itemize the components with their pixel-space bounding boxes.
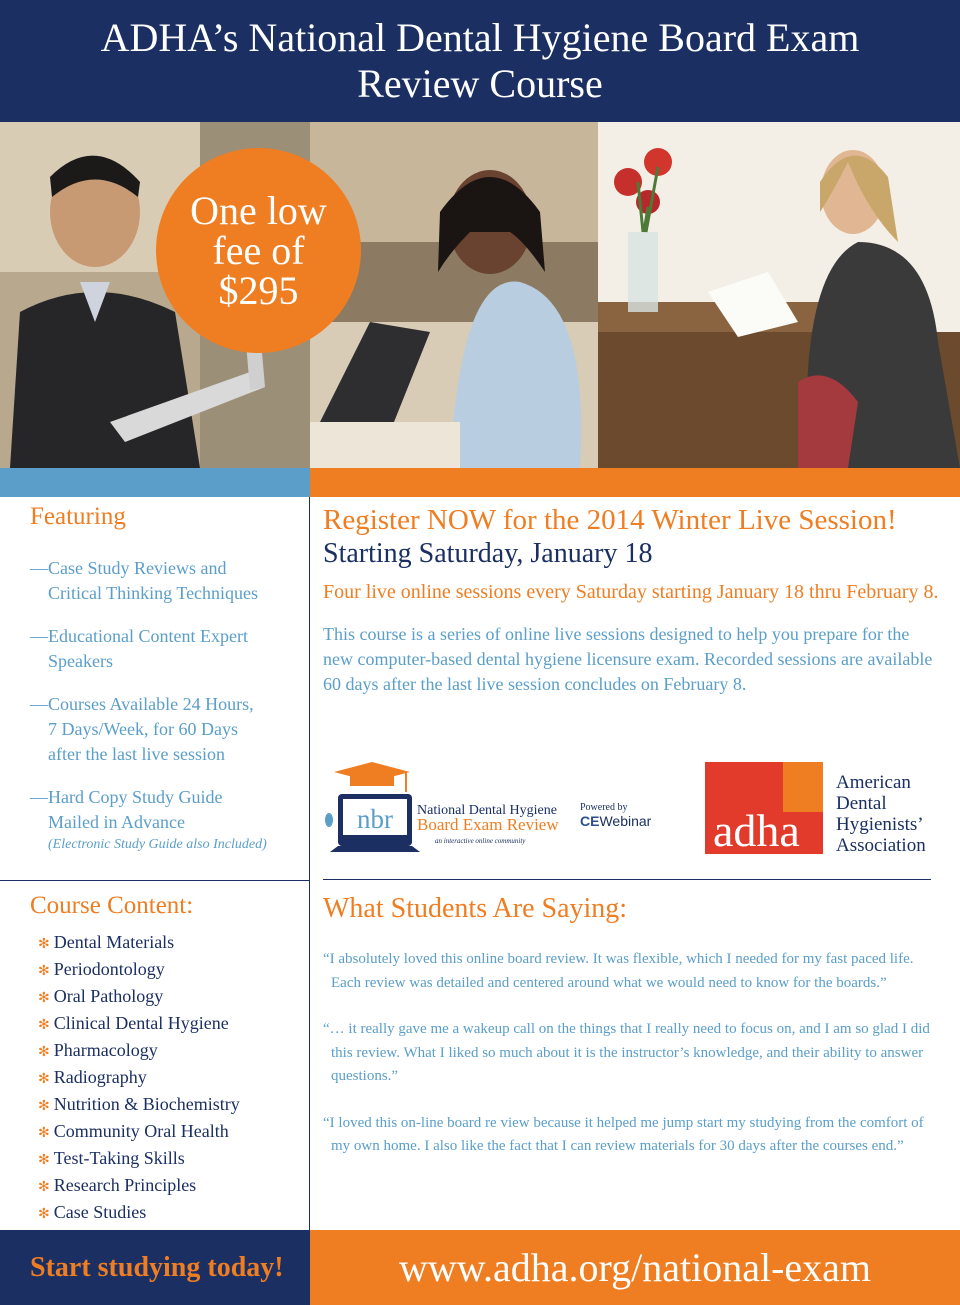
footer-url-panel bbox=[310, 1230, 960, 1305]
register-section bbox=[323, 503, 943, 697]
footer-cta: Start studying today! bbox=[30, 1251, 284, 1283]
feature-item bbox=[30, 785, 300, 855]
course-topic-label: Pharmacology bbox=[53, 1040, 158, 1060]
fee-line2: fee of bbox=[212, 227, 305, 273]
course-topic-label: Dental Materials bbox=[53, 932, 175, 952]
feature-text: —Courses Available 24 Hours, bbox=[30, 694, 254, 714]
feature-text: —Hard Copy Study Guide bbox=[30, 787, 223, 807]
feature-item bbox=[30, 692, 300, 767]
course-topic bbox=[38, 1092, 240, 1119]
course-topic-label: Research Principles bbox=[53, 1175, 197, 1195]
register-sessions: Four live online sessions every Saturday starting January 18 thru February 8. bbox=[323, 581, 939, 603]
blue-divider-bar bbox=[0, 468, 310, 497]
powered-by-label: Powered by bbox=[580, 802, 628, 813]
testimonial-quote: “I loved this on-line board re view because it helped me jump start my studying from the comfort of my own home. I also like the fact that I can review materials for 30 days after the courses end.” bbox=[323, 1114, 924, 1154]
nbr-tagline: an interactive online community bbox=[435, 837, 526, 845]
fee-badge bbox=[156, 148, 361, 353]
course-topic-label: Nutrition & Biochemistry bbox=[53, 1094, 240, 1114]
adha-name-line: Association bbox=[836, 835, 926, 856]
feature-text: —Case Study Reviews and bbox=[30, 558, 227, 578]
orange-divider-bar bbox=[310, 468, 960, 497]
logo-row bbox=[320, 760, 940, 860]
ce-mark: CE bbox=[580, 813, 600, 829]
asterisk-icon: ✻ bbox=[38, 1072, 50, 1087]
testimonial-quote: “… it really gave me a wakeup call on the things that I really need to focus on, and I am so glad I did this review. What I liked so much about it is the instructor’s knowledge, and their ability to answer questions.” bbox=[323, 1021, 930, 1084]
register-start-date: Starting Saturday, January 18 bbox=[323, 538, 653, 569]
photo-strip bbox=[0, 122, 960, 468]
nbr-logo bbox=[320, 760, 580, 860]
feature-item bbox=[30, 624, 300, 674]
webinar-mark: Webinar bbox=[599, 813, 652, 829]
course-topic-label: Radiography bbox=[53, 1067, 147, 1087]
featuring-list bbox=[30, 556, 300, 873]
fee-line1: One low bbox=[190, 187, 327, 233]
cewebinar-logo bbox=[580, 802, 690, 829]
header-banner bbox=[0, 0, 960, 122]
testimonials-heading: What Students Are Saying: bbox=[323, 893, 628, 924]
course-content-list bbox=[38, 930, 240, 1227]
adha-name-line: American bbox=[836, 772, 911, 793]
asterisk-icon: ✻ bbox=[38, 1099, 50, 1114]
course-topic-label: Periodontology bbox=[53, 959, 165, 979]
adha-name-line: Dental bbox=[836, 793, 887, 814]
course-topic bbox=[38, 1038, 240, 1065]
course-topic-label: Test-Taking Skills bbox=[53, 1148, 185, 1168]
feature-text: Mailed in Advance bbox=[48, 812, 185, 832]
nbr-name-line2: Board Exam Review bbox=[417, 815, 559, 834]
asterisk-icon: ✻ bbox=[38, 1045, 50, 1060]
course-content-heading: Course Content: bbox=[30, 892, 194, 919]
course-topic bbox=[38, 1065, 240, 1092]
feature-text: 7 Days/Week, for 60 Days bbox=[48, 719, 239, 739]
page-title-line2: Review Course bbox=[357, 61, 603, 106]
asterisk-icon: ✻ bbox=[38, 1018, 50, 1033]
column-divider bbox=[309, 497, 310, 1230]
course-topic bbox=[38, 1119, 240, 1146]
footer-cta-panel bbox=[0, 1230, 310, 1305]
adha-logo bbox=[705, 762, 823, 854]
asterisk-icon: ✻ bbox=[38, 1180, 50, 1195]
asterisk-icon: ✻ bbox=[38, 1207, 50, 1222]
asterisk-icon: ✻ bbox=[38, 991, 50, 1006]
course-topic bbox=[38, 957, 240, 984]
feature-text: after the last live session bbox=[48, 744, 225, 764]
testimonial-quote: “I absolutely loved this online board review. It was flexible, which I needed for my fast paced life. Each review was detailed and centered around what we would need to know for the boards.” bbox=[323, 951, 914, 991]
feature-item bbox=[30, 556, 300, 606]
right-section-divider bbox=[323, 879, 931, 880]
register-heading: Register NOW for the 2014 Winter Live Session! bbox=[323, 504, 897, 536]
featuring-heading: Featuring bbox=[30, 503, 126, 530]
course-topic-label: Oral Pathology bbox=[53, 986, 164, 1006]
fee-price: $295 bbox=[218, 267, 299, 313]
nbr-name-line1: National Dental Hygiene bbox=[417, 803, 557, 818]
cewebinar-name bbox=[580, 813, 690, 829]
course-topic-label: Clinical Dental Hygiene bbox=[53, 1013, 229, 1033]
page-title-line1: ADHA’s National Dental Hygiene Board Exam bbox=[100, 15, 860, 60]
course-topic bbox=[38, 1173, 240, 1200]
testimonials-list bbox=[323, 948, 938, 1182]
feature-text: Critical Thinking Techniques bbox=[48, 583, 259, 603]
adha-wordmark: adha bbox=[713, 805, 800, 854]
course-topic bbox=[38, 930, 240, 957]
feature-text: Speakers bbox=[48, 651, 113, 671]
footer-url-link[interactable]: www.adha.org/national-exam bbox=[398, 1245, 872, 1290]
asterisk-icon: ✻ bbox=[38, 964, 50, 979]
course-topic-label: Case Studies bbox=[53, 1202, 147, 1222]
asterisk-icon: ✻ bbox=[38, 1153, 50, 1168]
left-section-divider bbox=[0, 880, 309, 881]
course-topic-label: Community Oral Health bbox=[53, 1121, 229, 1141]
nbr-mark: nbr bbox=[357, 804, 393, 834]
course-topic bbox=[38, 1146, 240, 1173]
feature-note: (Electronic Study Guide also Included) bbox=[48, 837, 267, 852]
register-description: This course is a series of online live sessions designed to help you prepare for the new computer-based dental hygiene licensure exam. Recorded sessions are available 60 days after the last live session concludes on February 8. bbox=[323, 624, 933, 694]
asterisk-icon: ✻ bbox=[38, 937, 50, 952]
photo-woman-studying bbox=[598, 122, 960, 468]
feature-text: —Educational Content Expert bbox=[30, 626, 248, 646]
course-topic bbox=[38, 1200, 240, 1227]
adha-name-line: Hygienists’ bbox=[836, 814, 924, 835]
asterisk-icon: ✻ bbox=[38, 1126, 50, 1141]
course-topic bbox=[38, 1011, 240, 1038]
adha-full-name bbox=[836, 772, 926, 856]
course-topic bbox=[38, 984, 240, 1011]
